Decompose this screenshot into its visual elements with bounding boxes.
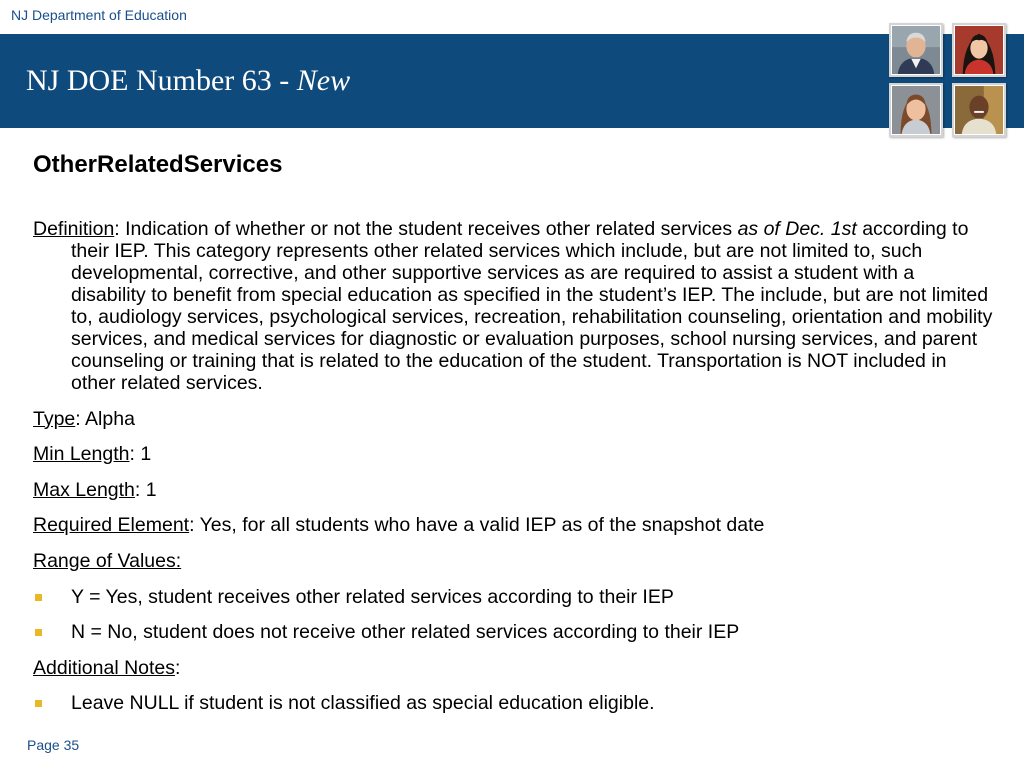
definition-emphasis: as of Dec. 1st [737, 218, 857, 240]
definition-text-after: according to their IEP. This category represents other related services which include, but are not limited to, such developmental, corrective, and other supportive services as are required to assist a student with a disability to benefit from special education as specified in the student’s IEP. The include, but are not limited to, audiology services, psychological services, recreation, rehabilitation counseling, orientation and mobility services, and medical services for diagnostic or evaluation purposes, school nursing services, and parent counseling or training that is related to the education of the student. Transportation is NOT included in other related services. [71, 218, 993, 394]
bullet-square-icon [35, 700, 42, 707]
type-line [33, 408, 993, 430]
slide-title-main: NJ DOE Number 63 - [26, 64, 297, 97]
slide-title [26, 64, 350, 98]
definition-paragraph [33, 218, 993, 394]
field-name-heading: OtherRelatedServices [33, 151, 283, 178]
slide-title-emphasis: New [296, 64, 351, 97]
bullet-square-icon [35, 594, 42, 601]
range-of-values-label: Range of Values: [33, 549, 182, 572]
note-text: Leave NULL if student is not classified as special education eligible. [71, 692, 655, 715]
range-of-values-line [33, 550, 993, 572]
additional-notes-line [33, 657, 993, 679]
portrait-photo [952, 83, 1006, 137]
min-length-line [33, 443, 993, 465]
type-value: : Alpha [75, 407, 135, 430]
portrait-photo [952, 23, 1006, 77]
bullet-square-icon [35, 629, 42, 636]
min-length-value: : 1 [129, 443, 152, 466]
definition-text-before: : Indication of whether or not the student receives other related services [114, 218, 738, 240]
additional-notes-colon: : [175, 656, 181, 679]
type-label: Type [33, 407, 76, 430]
required-element-line [33, 514, 993, 536]
note-item [33, 692, 993, 714]
max-length-value: : 1 [134, 478, 157, 501]
definition-label: Definition [33, 218, 115, 240]
min-length-label: Min Length [33, 443, 130, 466]
required-element-label: Required Element [33, 514, 190, 537]
portrait-photo [889, 23, 943, 77]
field-description [33, 218, 993, 714]
page-number: Page 35 [27, 737, 80, 753]
organization-label: NJ Department of Education [11, 7, 187, 23]
portrait-photo [889, 83, 943, 137]
max-length-line [33, 479, 993, 501]
additional-notes-label: Additional Notes [33, 656, 176, 679]
max-length-label: Max Length [33, 478, 135, 501]
range-value-text: N = No, student does not receive other related services according to their IEP [71, 621, 740, 644]
required-element-value: : Yes, for all students who have a valid IEP as of the snapshot date [189, 514, 765, 537]
range-value-text: Y = Yes, student receives other related services according to their IEP [71, 585, 674, 608]
range-value-item [33, 621, 993, 643]
range-value-item [33, 586, 993, 608]
